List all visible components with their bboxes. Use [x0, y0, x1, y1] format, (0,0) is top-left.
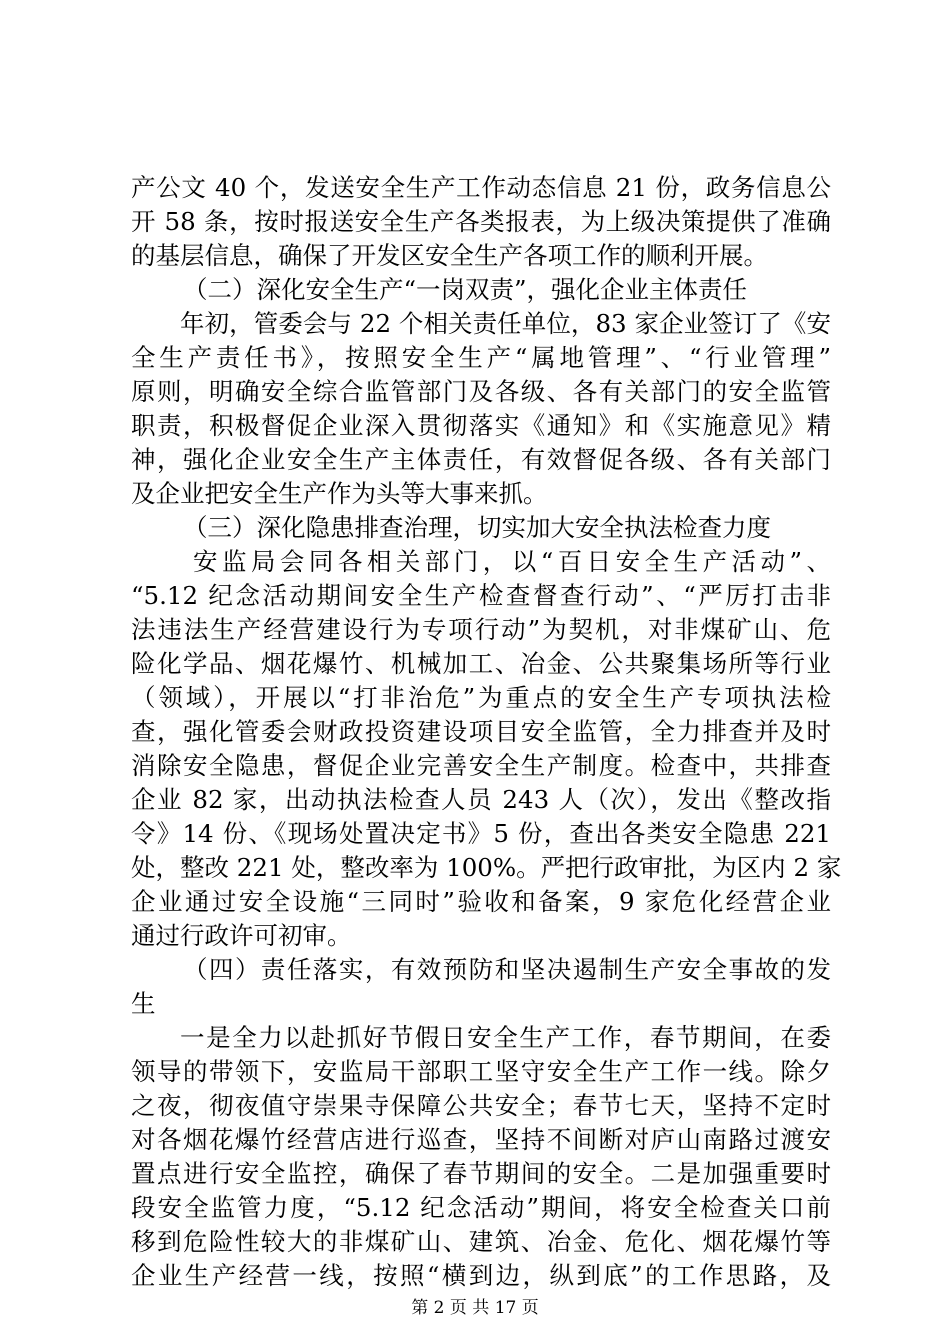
body-text-line: 职责，积极督促企业深入贯彻落实《通知》和《实施意见》精: [131, 411, 831, 440]
body-text-line: 令》14 份、《现场处置决定书》5 份，查出各类安全隐患 221: [131, 819, 831, 848]
body-text-line: 查，强化管委会财政投资建设项目安全监管，全力排查并及时: [131, 717, 831, 746]
body-text-line: 对各烟花爆竹经营店进行巡查，坚持不间断对庐山南路过渡安: [131, 1125, 831, 1154]
body-text-line: 及企业把安全生产作为头等大事来抓。: [131, 479, 548, 508]
body-text-line: 移到危险性较大的非煤矿山、建筑、冶金、危化、烟花爆竹等: [131, 1227, 831, 1256]
body-text-line: 领导的带领下，安监局干部职工坚守安全生产工作一线。除夕: [131, 1057, 831, 1086]
body-text-line: 处，整改 221 处，整改率为 100%。严把行政审批，为区内 2 家: [131, 853, 842, 882]
body-text-line: 原则，明确安全综合监管部门及各级、各有关部门的安全监管: [131, 377, 831, 406]
body-text-line: 一是全力以赴抓好节假日安全生产工作，春节期间，在委: [180, 1023, 831, 1052]
section-heading: （二）深化安全生产“一岗双责”，强化企业主体责任: [183, 275, 748, 304]
body-text-line: 神，强化企业安全生产主体责任，有效督促各级、各有关部门: [131, 445, 831, 474]
section-heading: （四）责任落实，有效预防和坚决遏制生产安全事故的发: [183, 955, 831, 984]
body-text-line: 之夜，彻夜值守崇果寺保障公共安全；春节七天，坚持不定时: [131, 1091, 831, 1120]
body-text-line: 安监局会同各相关部门，以“百日安全生产活动”、: [193, 547, 831, 576]
body-text-line: 法违法生产经营建设行为专项行动”为契机，对非煤矿山、危: [131, 615, 831, 644]
body-text-line: 段安全监管力度，“5.12 纪念活动”期间，将安全检查关口前: [131, 1193, 831, 1222]
body-text-line: 企业生产经营一线，按照“横到边，纵到底”的工作思路，及: [131, 1261, 831, 1290]
body-text-line: 的基层信息，确保了开发区安全生产各项工作的顺利开展。: [131, 241, 768, 270]
section-heading: （三）深化隐患排查治理，切实加大安全执法检查力度: [183, 513, 771, 542]
body-text-line: 年初，管委会与 22 个相关责任单位，83 家企业签订了《安: [180, 309, 831, 338]
body-text-line: 开 58 条，按时报送安全生产各类报表，为上级决策提供了准确: [131, 207, 831, 236]
body-text-line: 置点进行安全监控，确保了春节期间的安全。二是加强重要时: [131, 1159, 831, 1188]
body-text-line: 企业 82 家，出动执法检查人员 243 人（次），发出《整改指: [131, 785, 831, 814]
body-text-line: 险化学品、烟花爆竹、机械加工、冶金、公共聚集场所等行业: [131, 649, 831, 678]
page-number-footer: 第 2 页 共 17 页: [411, 1298, 539, 1318]
body-text-line: “5.12 纪念活动期间安全生产检查督查行动”、“严厉打击非: [131, 581, 831, 610]
body-text-line: 通过行政许可初审。: [131, 921, 352, 950]
body-text-line: 消除安全隐患，督促企业完善安全生产制度。检查中，共排查: [131, 751, 831, 780]
body-text-line: 全生产责任书》，按照安全生产“属地管理”、“行业管理”: [131, 343, 831, 372]
body-text-line: （领域），开展以“打非治危”为重点的安全生产专项执法检: [131, 683, 831, 712]
section-heading: 生: [131, 989, 156, 1018]
body-text-line: 企业通过安全设施“三同时”验收和备案，9 家危化经营企业: [131, 887, 831, 916]
body-text-line: 产公文 40 个，发送安全生产工作动态信息 21 份，政务信息公: [131, 173, 831, 202]
